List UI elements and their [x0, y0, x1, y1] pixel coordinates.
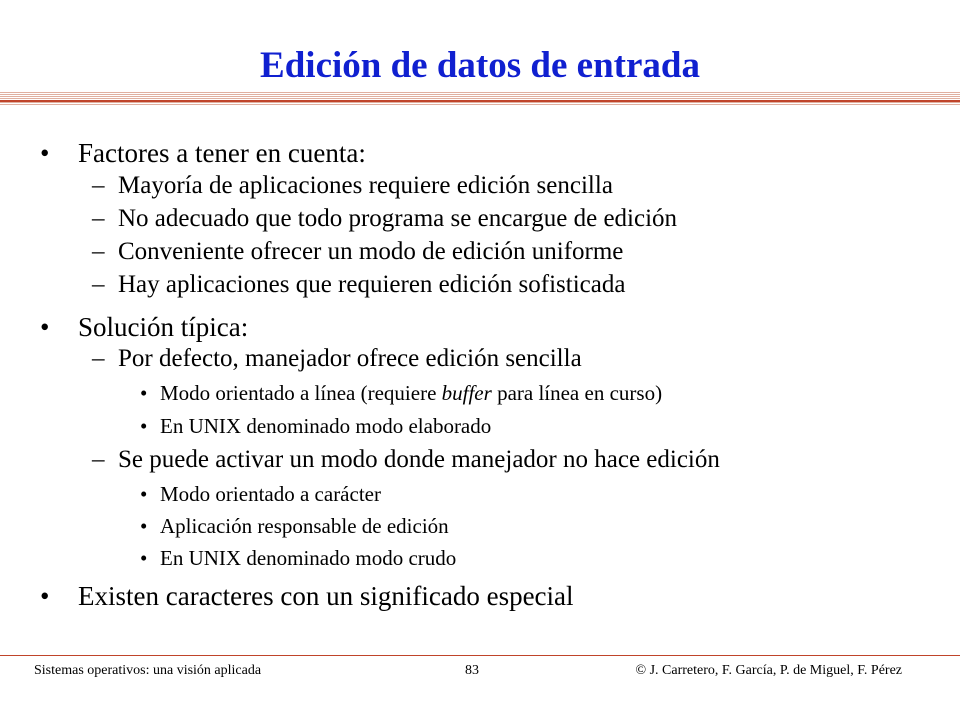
point-text-after: para línea en curso)	[491, 381, 663, 405]
subitem	[92, 205, 678, 233]
point	[140, 546, 457, 571]
dash-marker: –	[92, 172, 105, 199]
subitem	[92, 345, 582, 373]
dash-marker: –	[92, 238, 105, 265]
bullet-marker: •	[40, 581, 50, 611]
subitem	[92, 172, 613, 200]
bullet-factores	[40, 138, 366, 169]
bullet-text: Existen caracteres con un significado especial	[78, 581, 574, 611]
subitem-text: Hay aplicaciones que requieren edición sofisticada	[118, 271, 626, 298]
footer-page-number: 83	[465, 663, 479, 678]
bullet-solucion	[40, 312, 249, 343]
point-text: En UNIX denominado modo crudo	[160, 546, 457, 570]
bullet-marker: •	[40, 312, 50, 342]
point-text: Aplicación responsable de edición	[160, 514, 449, 538]
dash-marker: –	[92, 446, 105, 473]
point	[140, 482, 381, 507]
dash-marker: –	[92, 205, 105, 232]
point-text: En UNIX denominado modo elaborado	[160, 414, 492, 438]
subitem	[92, 446, 720, 474]
point-text-emphasis: buffer	[441, 381, 492, 405]
point	[140, 514, 449, 539]
point	[140, 381, 663, 406]
subitem	[92, 238, 624, 266]
footer-divider	[0, 655, 960, 656]
subitem-text: Conveniente ofrecer un modo de edición uniforme	[118, 238, 624, 265]
dash-marker: –	[92, 345, 105, 372]
footer-book-title: Sistemas operativos: una visión aplicada	[34, 663, 262, 678]
point-text-before: Modo orientado a línea (requiere	[160, 381, 442, 405]
bullet-marker: •	[140, 482, 148, 506]
bullet-marker: •	[140, 546, 148, 570]
subitem-text: No adecuado que todo programa se encargue de edición	[118, 205, 678, 232]
bullet-marker: •	[40, 138, 50, 168]
bullet-marker: •	[140, 414, 148, 438]
subitem-text: Mayoría de aplicaciones requiere edición sencilla	[118, 172, 613, 199]
slide-title: Edición de datos de entrada	[260, 45, 700, 86]
footer-copyright: © J. Carretero, F. García, P. de Miguel, F. Pérez	[635, 663, 902, 678]
subitem	[92, 271, 626, 299]
subitem-text: Por defecto, manejador ofrece edición sencilla	[118, 345, 582, 372]
point	[140, 414, 492, 439]
bullet-text: Solución típica:	[78, 312, 249, 342]
bullet-existen	[40, 581, 574, 612]
bullet-marker: •	[140, 381, 148, 405]
bullet-marker: •	[140, 514, 148, 538]
dash-marker: –	[92, 271, 105, 298]
bullet-text: Factores a tener en cuenta:	[78, 138, 366, 168]
subitem-text: Se puede activar un modo donde manejador no hace edición	[118, 446, 720, 473]
point-text: Modo orientado a carácter	[160, 482, 381, 506]
